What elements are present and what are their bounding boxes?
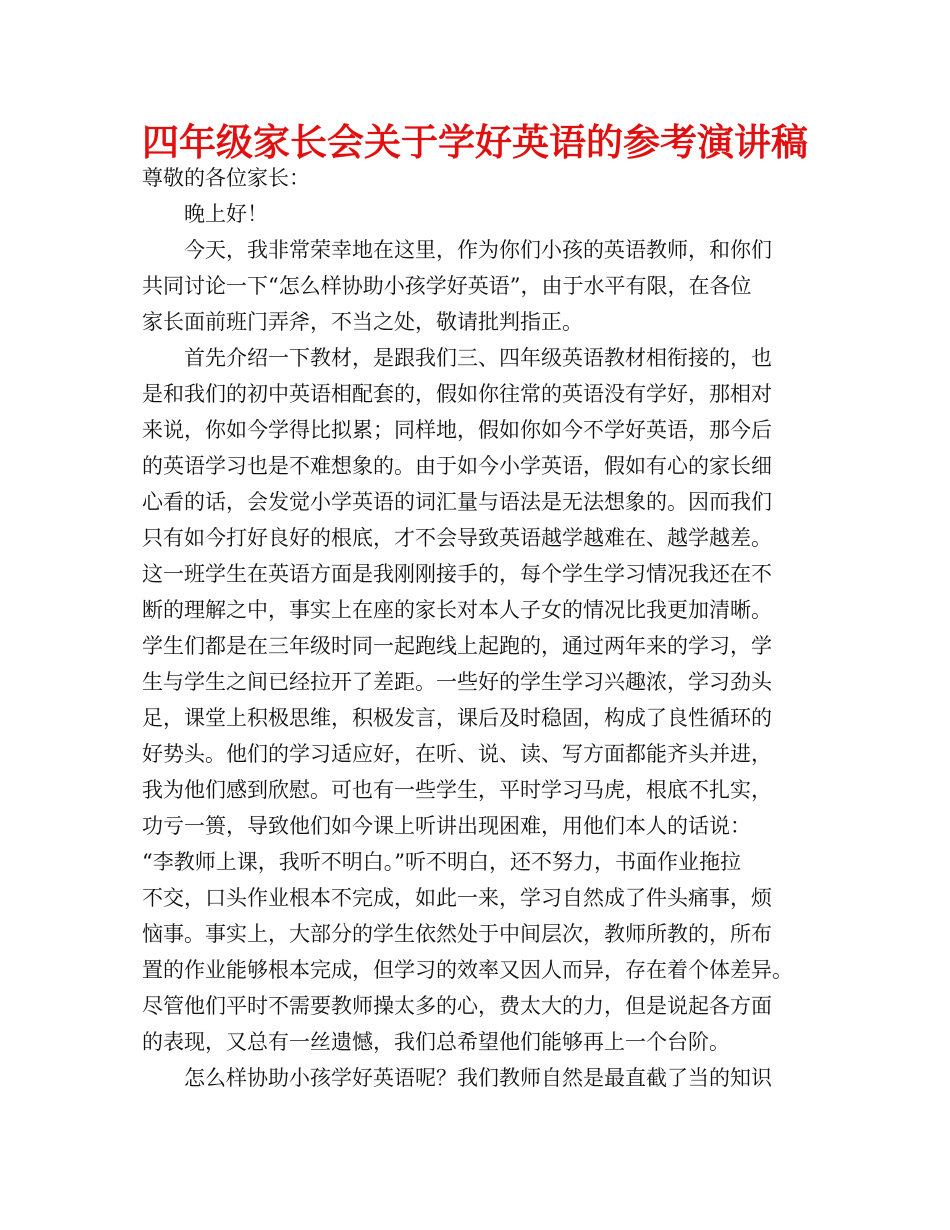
paragraph-line: 只有如今打好良好的根底，才不会导致英语越学越难在、越学越差。 bbox=[142, 526, 772, 550]
paragraph-line: 断的理解之中，事实上在座的家长对本人子女的情况比我更加清晰。 bbox=[142, 598, 772, 622]
paragraph-line: 首先介绍一下教材，是跟我们三、四年级英语教材相衔接的，也 bbox=[184, 346, 772, 370]
greeting: 晚上好！ bbox=[184, 202, 268, 226]
paragraph-line: 家长面前班门弄斧，不当之处，敬请批判指正。 bbox=[142, 310, 583, 334]
paragraph-line: 我为他们感到欣慰。可也有一些学生，平时学习马虎，根底不扎实， bbox=[142, 778, 772, 802]
paragraph-line: 好势头。他们的学习适应好，在听、说、读、写方面都能齐头并进， bbox=[142, 742, 772, 766]
paragraph-line: 学生们都是在三年级时同一起跑线上起跑的，通过两年来的学习，学 bbox=[142, 634, 772, 658]
paragraph-line: 怎么样协助小孩学好英语呢？我们教师自然是最直截了当的知识 bbox=[184, 1066, 772, 1090]
paragraph-line: 的表现，又总有一丝遗憾，我们总希望他们能够再上一个台阶。 bbox=[142, 1030, 730, 1054]
paragraph-line: 置的作业能够根本完成，但学习的效率又因人而异，存在着个体差异。 bbox=[142, 958, 793, 982]
paragraph-line: 来说，你如今学得比拟累；同样地，假如你如今不学好英语，那今后 bbox=[142, 418, 772, 442]
paragraph-line: 恼事。事实上，大部分的学生依然处于中间层次，教师所教的，所布 bbox=[142, 922, 772, 946]
paragraph-line: 不交，口头作业根本不完成，如此一来，学习自然成了件头痛事，烦 bbox=[142, 886, 772, 910]
paragraph-line: 功亏一篑，导致他们如今课上听讲出现困难，用他们本人的话说： bbox=[142, 814, 751, 838]
paragraph-line: 足，课堂上积极思维，积极发言，课后及时稳固，构成了良性循环的 bbox=[142, 706, 772, 730]
paragraph-line: 生与学生之间已经拉开了差距。一些好的学生学习兴趣浓，学习劲头 bbox=[142, 670, 772, 694]
document-title: 四年级家长会关于学好英语的参考演讲稿 bbox=[142, 121, 808, 164]
paragraph-line: 共同讨论一下“怎么样协助小孩学好英语”，由于水平有限，在各位 bbox=[142, 274, 752, 298]
paragraph-line: 这一班学生在英语方面是我刚刚接手的，每个学生学习情况我还在不 bbox=[142, 562, 772, 586]
paragraph-line: 的英语学习也是不难想象的。由于如今小学英语，假如有心的家长细 bbox=[142, 454, 772, 478]
paragraph-line: 今天，我非常荣幸地在这里，作为你们小孩的英语教师，和你们 bbox=[184, 238, 772, 262]
paragraph-line: 是和我们的初中英语相配套的，假如你往常的英语没有学好，那相对 bbox=[142, 382, 772, 406]
salutation: 尊敬的各位家长： bbox=[142, 166, 310, 190]
paragraph-line: “李教师上课，我听不明白。”听不明白，还不努力，书面作业拖拉 bbox=[142, 850, 741, 874]
paragraph-line: 尽管他们平时不需要教师操太多的心，费太大的力，但是说起各方面 bbox=[142, 994, 772, 1018]
paragraph-line: 心看的话，会发觉小学英语的词汇量与语法是无法想象的。因而我们 bbox=[142, 490, 772, 514]
